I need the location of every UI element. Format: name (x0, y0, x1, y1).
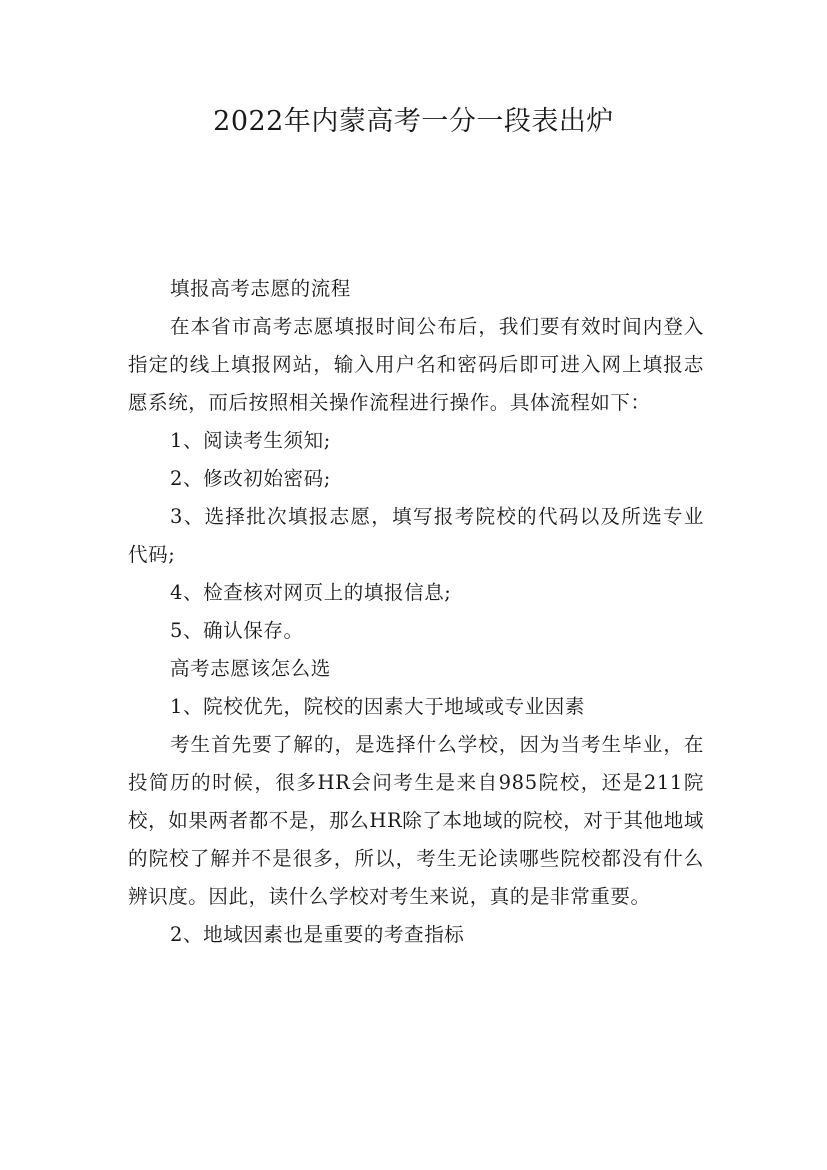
list-item-step-3: 3、选择批次填报志愿，填写报考院校的代码以及所选专业代码; (128, 505, 704, 566)
subheading-school-priority: 1、院校优先，院校的因素大于地域或专业因素 (170, 695, 586, 718)
document-title: 2022年内蒙高考一分一段表出炉 (213, 106, 614, 137)
list-item-step-5: 5、确认保存。 (170, 619, 304, 642)
subheading-region-factor: 2、地域因素也是重要的考查指标 (170, 923, 465, 946)
list-item-step-1: 1、阅读考生须知; (170, 429, 331, 452)
list-item-step-4: 4、检查核对网页上的填报信息; (170, 581, 452, 604)
document-body (128, 270, 704, 954)
section-heading-how-to-choose: 高考志愿该怎么选 (170, 657, 331, 680)
paragraph-process-intro: 在本省市高考志愿填报时间公布后，我们要有效时间内登入指定的线上填报网站，输入用户名和密码后即可进入网上填报志愿系统，而后按照相关操作流程进行操作。具体流程如下： (128, 315, 704, 414)
paragraph-school-priority: 考生首先要了解的，是选择什么学校，因为当考生毕业，在投简历的时候，很多HR会问考生是来自985院校，还是211院校，如果两者都不是，那么HR除了本地域的院校，对于其他地域的院校了解并不是很多，所以，考生无论读哪些院校都没有什么辨识度。因此，读什么学校对考生来说，真的是非常重要。 (128, 733, 704, 908)
list-item-step-2: 2、修改初始密码; (170, 467, 331, 490)
section-heading-application-process: 填报高考志愿的流程 (170, 277, 351, 300)
